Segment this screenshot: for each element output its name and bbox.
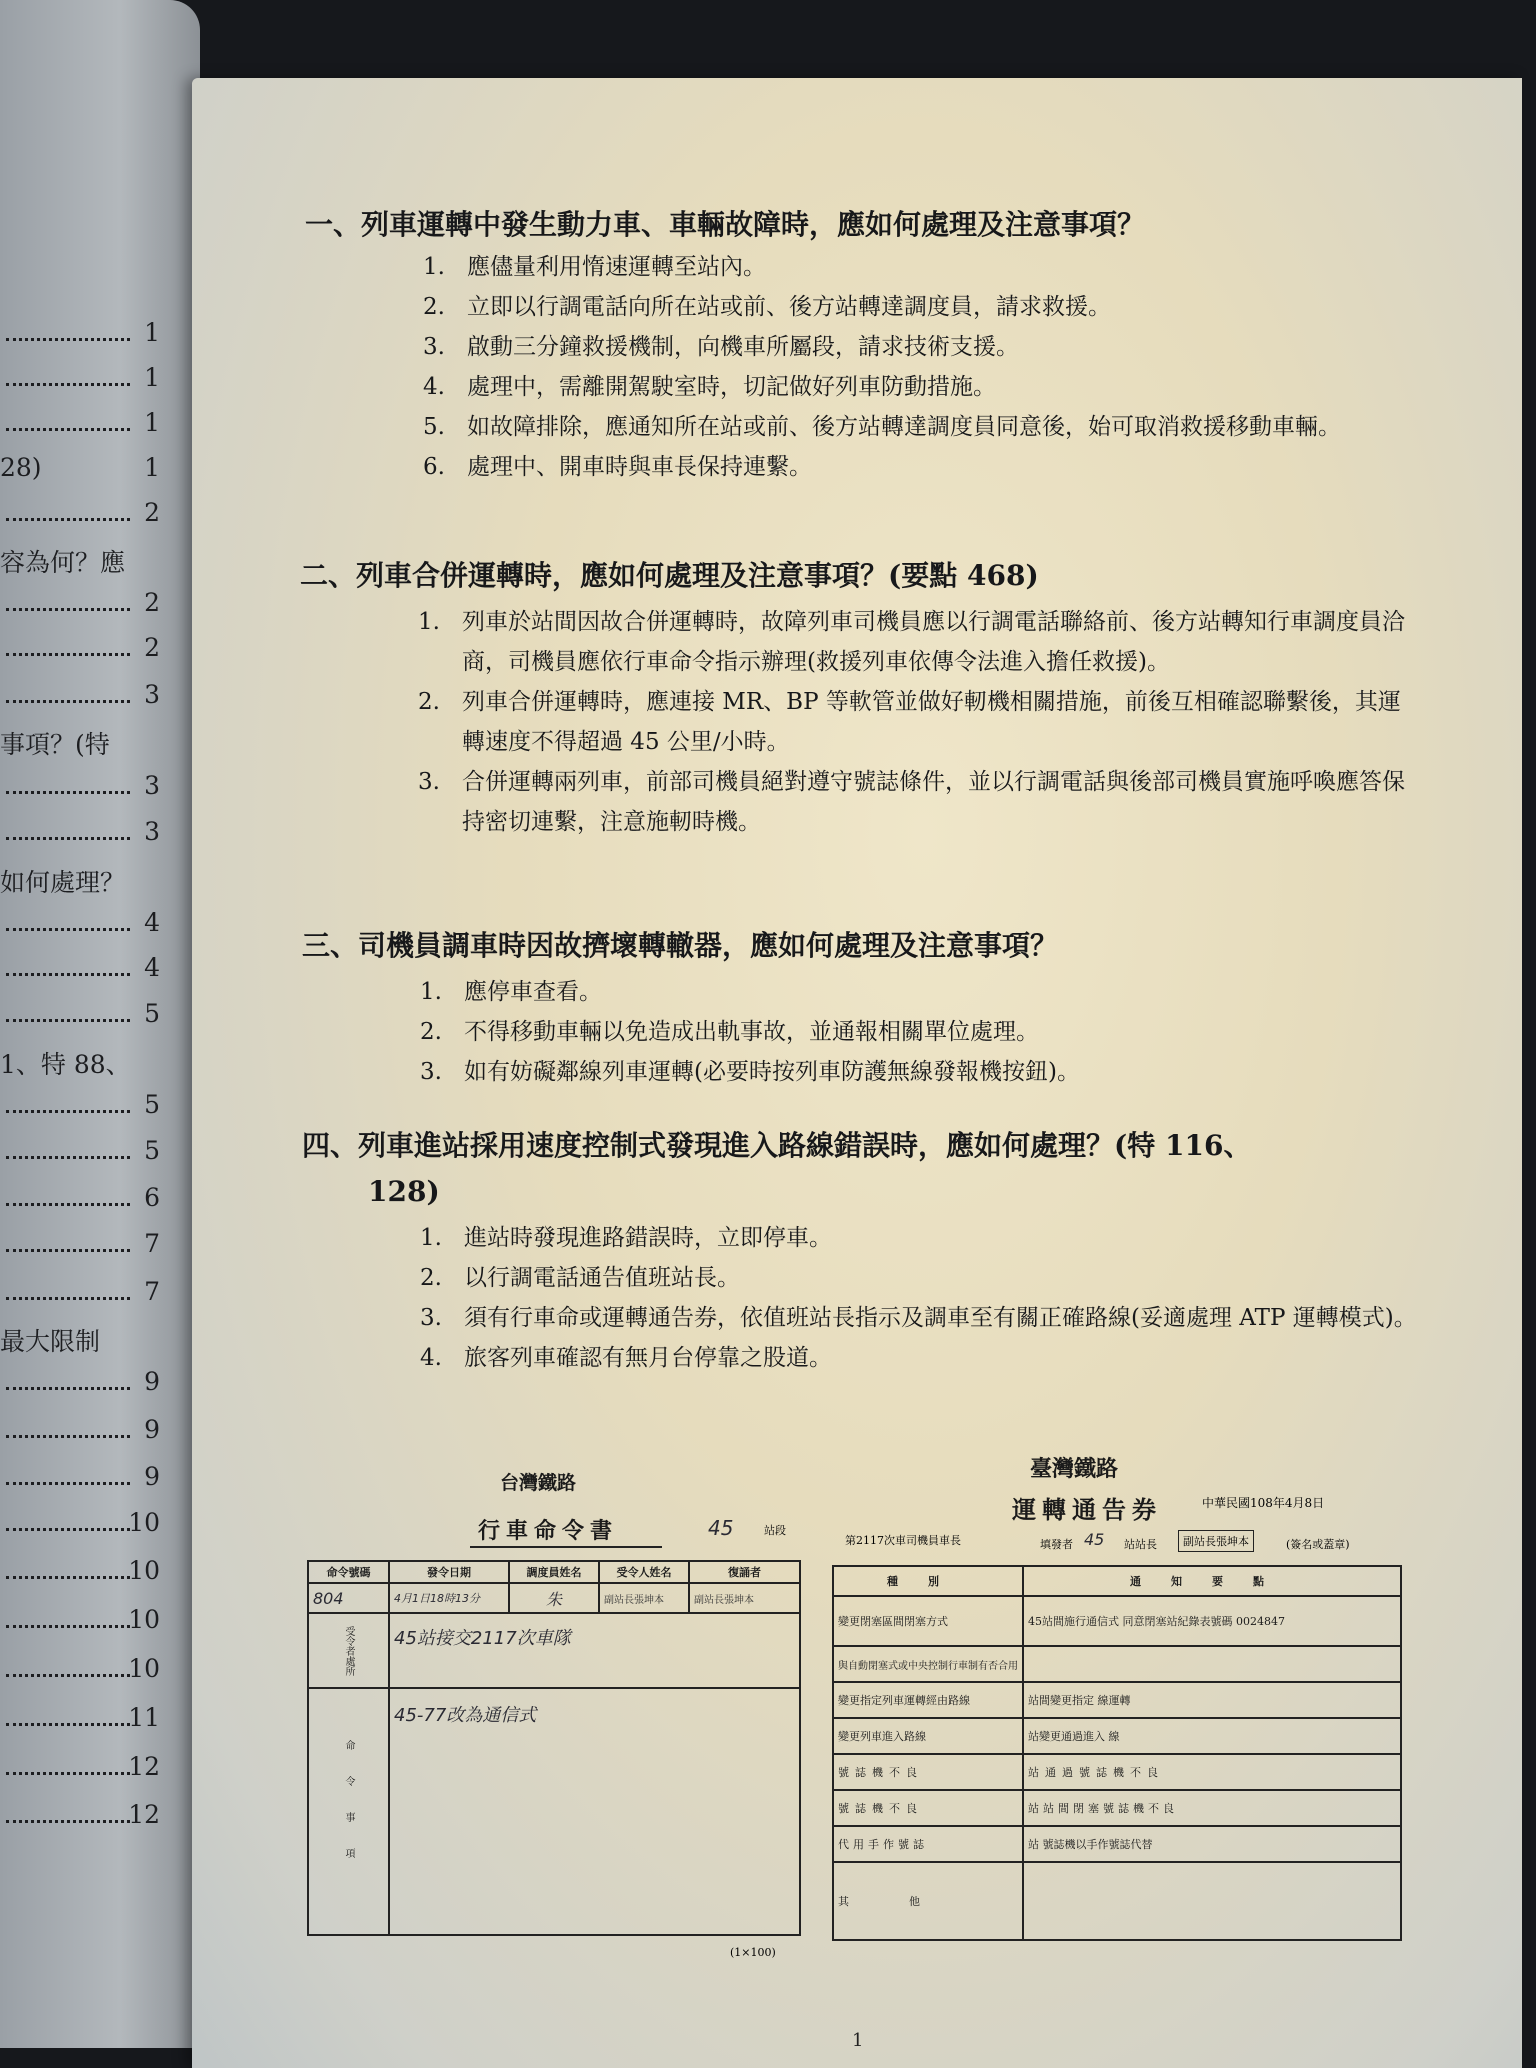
toc-row <box>0 318 170 358</box>
toc-row <box>0 725 170 765</box>
toc-text: 容為何？應 <box>0 548 126 577</box>
toc-row <box>0 1136 170 1176</box>
form-right-issuer-label: 填發者 <box>1040 1538 1073 1551</box>
toc-dots <box>6 700 130 703</box>
toc-dots <box>6 608 130 611</box>
list-item: 3. 合併運轉兩列車，前部司機員絕對遵守號誌條件，並以行調電話與後部司機員實施呼喚應答保持密切連繫，注意施軔時機。 <box>418 769 1405 835</box>
toc-dots <box>6 1723 130 1726</box>
toc-text: 如何處理？ <box>0 868 126 897</box>
list-item: 2. 以行調電話通告值班站長。 <box>420 1265 740 1291</box>
header-cell: 調度員姓名 <box>509 1561 599 1583</box>
header-cell: 通知要點 <box>1023 1566 1401 1596</box>
toc-page-number: 2 <box>144 633 160 662</box>
toc-text: 1、特 88、 <box>0 1050 131 1079</box>
toc-row <box>0 1605 170 1645</box>
toc-dots <box>6 973 130 976</box>
toc-row <box>0 1229 170 1269</box>
form-right-date: 中華民國108年4月8日 <box>1202 1496 1325 1510</box>
toc-page-number: 2 <box>144 588 160 617</box>
row-type: 變更指定列車運轉經由路線 <box>833 1682 1023 1718</box>
section-1-heading: 一、列車運轉中發生動力車、車輛故障時，應如何處理及注意事項？ <box>305 208 1146 241</box>
form-right-sign-note: (簽名或蓋章) <box>1286 1538 1350 1551</box>
toc-page-number: 5 <box>144 1090 160 1119</box>
form-right-issuer-value: 45 <box>1084 1530 1105 1549</box>
toc-page-number: 1 <box>144 453 160 482</box>
list-item: 1. 進站時發現進路錯誤時，立即停車。 <box>420 1225 832 1251</box>
row-type: 其他 <box>833 1862 1023 1940</box>
toc-dots <box>6 1297 130 1300</box>
toc-dots <box>6 1156 130 1159</box>
table-cell: 副站長張坤本 <box>599 1583 689 1613</box>
title-underline <box>470 1546 662 1548</box>
toc-page-number: 6 <box>144 1183 160 1212</box>
row-type: 號誌機不良 <box>833 1754 1023 1790</box>
toc-row <box>0 680 170 720</box>
form-right-stationmaster-label: 站站長 <box>1124 1538 1157 1551</box>
section-4-heading: 四、列車進站採用速度控制式發現進入路線錯誤時，應如何處理？(特 116、 <box>302 1129 1252 1162</box>
header-cell: 復誦者 <box>689 1561 800 1583</box>
toc-dots <box>6 653 130 656</box>
row-note <box>1023 1862 1401 1940</box>
operation-notice-table <box>832 1565 1402 1941</box>
form-left-footer: (1×100) <box>730 1946 776 1959</box>
toc-dots <box>6 518 130 521</box>
toc-dots <box>6 1019 130 1022</box>
toc-row <box>0 1322 170 1362</box>
toc-page-number: 7 <box>144 1229 160 1258</box>
toc-text: 最大限制 <box>0 1327 101 1356</box>
side-label: 命令事項 <box>308 1688 389 1935</box>
toc-text: 事項？(特 <box>0 730 110 759</box>
toc-row <box>0 543 170 583</box>
toc-row <box>0 1090 170 1130</box>
train-order-table <box>307 1560 801 1936</box>
table-cell: 朱 <box>509 1583 599 1613</box>
table-cell: 副站長張坤本 <box>689 1583 800 1613</box>
form-left-station-suffix: 站段 <box>764 1524 786 1537</box>
list-item: 2. 列車合併運轉時，應連接 MR、BP 等軟管並做好軔機相關措施，前後互相確認聯繫後，其運轉速度不得超過 45 公里/小時。 <box>418 689 1401 755</box>
toc-row <box>0 1556 170 1596</box>
toc-row <box>0 1703 170 1743</box>
toc-dots <box>6 1249 130 1252</box>
form-right-org: 臺灣鐵路 <box>1030 1456 1119 1482</box>
toc-dots <box>6 928 130 931</box>
toc-dots <box>6 1820 130 1823</box>
toc-row <box>0 908 170 948</box>
toc-page-number: 3 <box>144 817 160 846</box>
toc-row <box>0 408 170 448</box>
list-item: 1. 應儘量利用惰速運轉至站內。 <box>423 254 766 280</box>
toc-page-number: 3 <box>144 771 160 800</box>
toc-row <box>0 863 170 903</box>
header-cell: 發令日期 <box>389 1561 509 1583</box>
toc-page-number: 12 <box>128 1800 160 1829</box>
toc-row <box>0 633 170 673</box>
page-number: 1 <box>852 2030 864 2051</box>
row-type: 變更閉塞區間閉塞方式 <box>833 1596 1023 1646</box>
toc-dots <box>6 1110 130 1113</box>
toc-page-number: 11 <box>128 1703 160 1732</box>
left-facing-page <box>0 0 200 2048</box>
list-item: 4. 旅客列車確認有無月台停靠之股道。 <box>420 1345 832 1371</box>
toc-row <box>0 1800 170 1840</box>
section-2 <box>300 556 1420 842</box>
toc-page-number: 1 <box>144 318 160 347</box>
list-item: 3. 如有妨礙鄰線列車運轉(必要時按列車防護無線發報機按鈕)。 <box>420 1059 1080 1085</box>
list-item: 3. 啟動三分鐘救援機制，向機車所屬段，請求技術支援。 <box>423 334 1019 360</box>
toc-page-number: 10 <box>128 1556 160 1585</box>
toc-page-number: 1 <box>144 408 160 437</box>
section-3-heading: 三、司機員調車時因故擠壞轉轍器，應如何處理及注意事項？ <box>302 929 1059 962</box>
section-4 <box>302 1126 1422 1378</box>
toc-text: 28) <box>0 453 42 482</box>
toc-row <box>0 1183 170 1223</box>
row-note <box>1023 1646 1401 1682</box>
toc-dots <box>6 428 130 431</box>
list-item: 1. 列車於站間因故合併運轉時，故障列車司機員應以行調電話聯絡前、後方站轉知行車調度員洽商，司機員應依行車命令指示辦理(救援列車依傳令法進入擔任救援)。 <box>418 609 1405 675</box>
toc-row <box>0 363 170 403</box>
table-cell: 4月1日18時13分 <box>389 1583 509 1613</box>
toc-row <box>0 817 170 857</box>
row-type: 代用手作號誌 <box>833 1826 1023 1862</box>
toc-dots <box>6 1435 130 1438</box>
row-note: 站 號誌機以手作號誌代替 <box>1023 1826 1401 1862</box>
toc-dots <box>6 338 130 341</box>
toc-page-number: 10 <box>128 1605 160 1634</box>
receiver-location-value: 45站接交2117次車隊 <box>389 1613 800 1688</box>
toc-row <box>0 771 170 811</box>
toc-dots <box>6 1772 130 1775</box>
side-label: 受令者處所 <box>308 1613 389 1688</box>
toc-page-number: 10 <box>128 1508 160 1537</box>
toc-page-number: 10 <box>128 1654 160 1683</box>
table-cell: 804 <box>308 1583 389 1613</box>
toc-page-number: 7 <box>144 1277 160 1306</box>
toc-row <box>0 999 170 1039</box>
list-item: 4. 處理中，需離開駕駛室時，切記做好列車防動措施。 <box>423 374 996 400</box>
toc-page-number: 2 <box>144 498 160 527</box>
toc-dots <box>6 1576 130 1579</box>
toc-dots <box>6 791 130 794</box>
list-item: 2. 不得移動車輛以免造成出軌事故，並通報相關單位處理。 <box>420 1019 1039 1045</box>
row-note: 站站間閉塞號誌機不良 <box>1023 1790 1401 1826</box>
toc-row <box>0 1462 170 1502</box>
toc-page-number: 9 <box>144 1367 160 1396</box>
toc-page-number: 4 <box>144 953 160 982</box>
header-cell: 種別 <box>833 1566 1023 1596</box>
toc-page-number: 1 <box>144 363 160 392</box>
toc-dots <box>6 1528 130 1531</box>
toc-dots <box>6 1387 130 1390</box>
toc-page-number: 3 <box>144 680 160 709</box>
toc-dots <box>6 1674 130 1677</box>
list-item: 2. 立即以行調電話向所在站或前、後方站轉達調度員，請求救援。 <box>423 294 1111 320</box>
toc-row <box>0 1277 170 1317</box>
section-2-heading: 二、列車合併運轉時，應如何處理及注意事項？(要點 468) <box>300 559 1039 592</box>
list-item: 1. 應停車查看。 <box>420 979 602 1005</box>
toc-dots <box>6 837 130 840</box>
toc-row <box>0 1367 170 1407</box>
form-left-org: 台灣鐵路 <box>500 1472 577 1494</box>
row-type: 與自動閉塞式或中央控制行車制有否合用 <box>833 1646 1023 1682</box>
form-left-title: 行車命令書 <box>478 1518 619 1544</box>
list-item: 5. 如故障排除，應通知所在站或前、後方站轉達調度員同意後，始可取消救援移動車輛。 <box>423 414 1341 440</box>
toc-page-number: 5 <box>144 1136 160 1165</box>
order-content-value: 45-77改為通信式 <box>389 1688 800 1935</box>
toc-row <box>0 1415 170 1455</box>
list-item: 6. 處理中、開車時與車長保持連繫。 <box>423 454 812 480</box>
toc-page-number: 12 <box>128 1752 160 1781</box>
toc-page-number: 4 <box>144 908 160 937</box>
row-type: 變更列車進入路線 <box>833 1718 1023 1754</box>
section-4-heading-cont: 128) <box>368 1175 440 1208</box>
toc-dots <box>6 1482 130 1485</box>
toc-row <box>0 1045 170 1085</box>
toc-row <box>0 498 170 538</box>
row-note: 站變更通過進入 線 <box>1023 1718 1401 1754</box>
header-cell: 受令人姓名 <box>599 1561 689 1583</box>
toc-row <box>0 1654 170 1694</box>
section-1 <box>305 205 1425 487</box>
toc-page-number: 9 <box>144 1415 160 1444</box>
toc-page-number: 5 <box>144 999 160 1028</box>
form-right-stationmaster-value: 副站長張坤本 <box>1178 1530 1254 1552</box>
row-note: 站通過號誌機不良 <box>1023 1754 1401 1790</box>
toc-row <box>0 588 170 628</box>
row-type: 號誌機不良 <box>833 1790 1023 1826</box>
list-item: 3. 須有行車命或運轉通告券，依值班站長指示及調車至有關正確路線(妥適處理 ATP 運轉模式)。 <box>420 1305 1417 1331</box>
toc-dots <box>6 383 130 386</box>
toc-row <box>0 953 170 993</box>
row-note: 站間變更指定 線運轉 <box>1023 1682 1401 1718</box>
form-right-train: 第2117次車司機員車長 <box>845 1534 961 1547</box>
header-cell: 命令號碼 <box>308 1561 389 1583</box>
toc-row <box>0 1752 170 1792</box>
toc-page-number: 9 <box>144 1462 160 1491</box>
form-left-station: 45 <box>708 1516 734 1540</box>
section-3 <box>302 926 1422 1092</box>
toc-row <box>0 1508 170 1548</box>
row-note: 45站間施行通信式 同意閉塞站紀錄表號碼 0024847 <box>1023 1596 1401 1646</box>
toc-dots <box>6 1625 130 1628</box>
toc-row <box>0 453 170 493</box>
toc-dots <box>6 1203 130 1206</box>
form-right-title: 運轉通告券 <box>1012 1495 1162 1524</box>
